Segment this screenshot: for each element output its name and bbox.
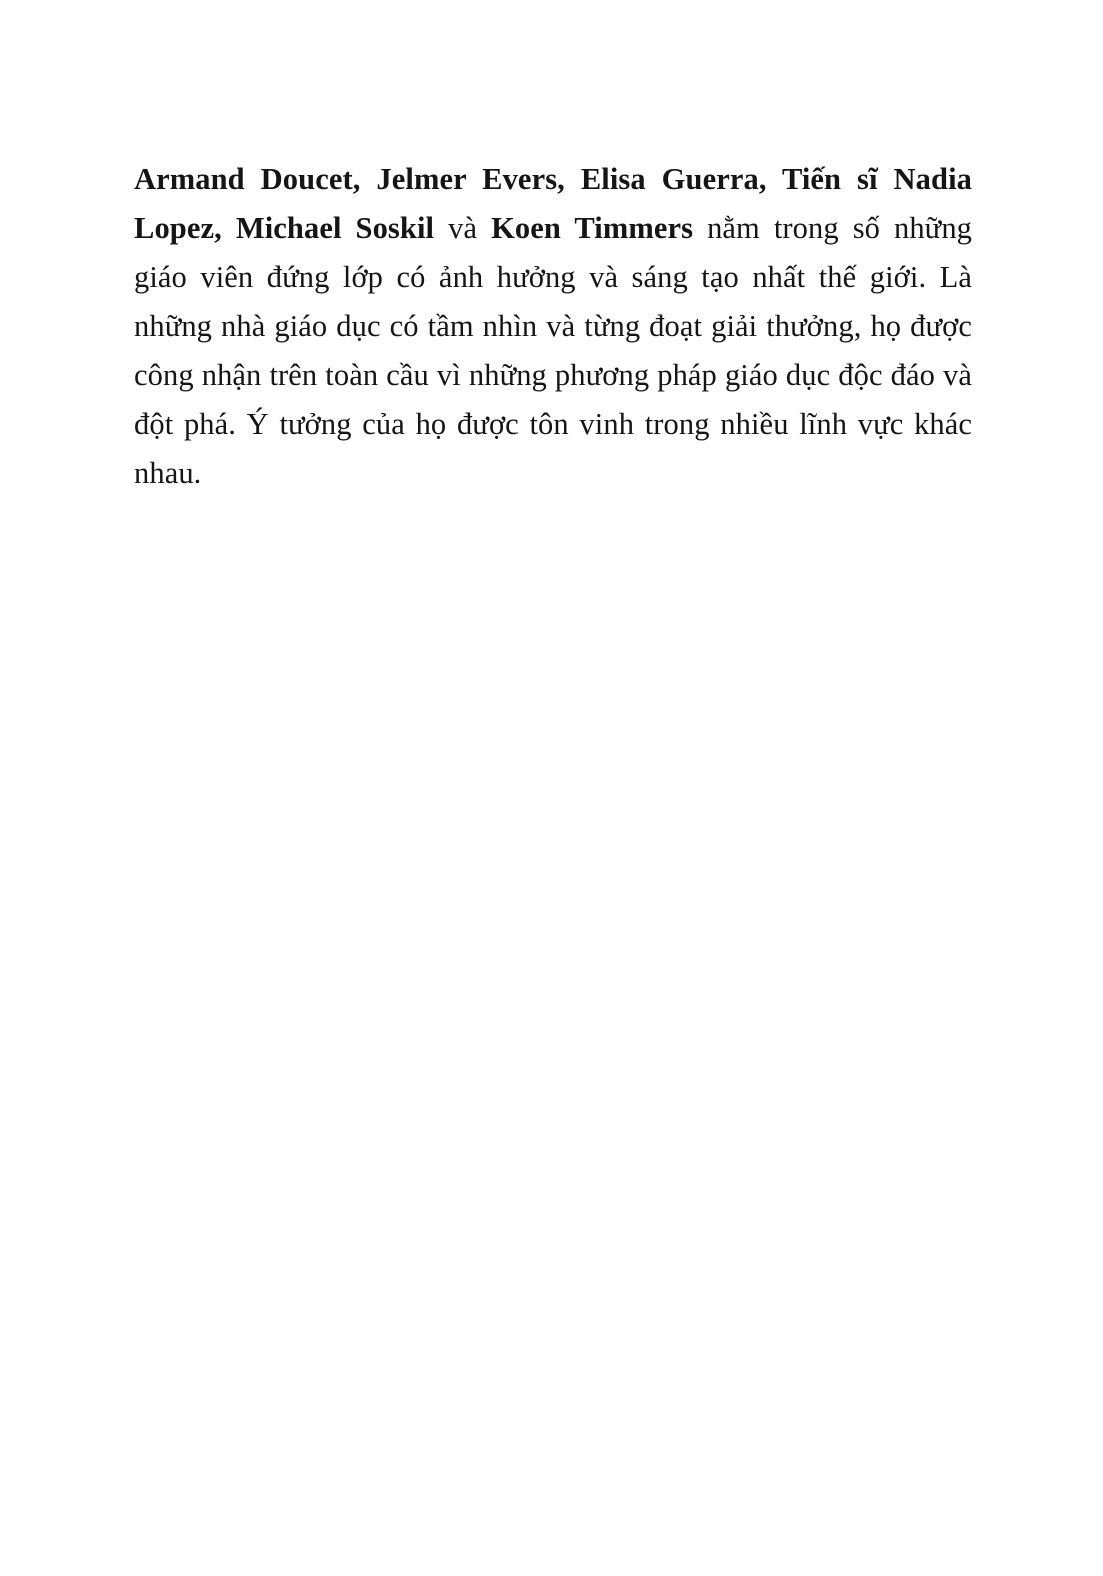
paragraph-segment-body: nằm trong số những giáo viên đứng lớp có ảnh hưởng và sáng tạo nhất thế giới. Là những nhà giáo dục có tầm nhìn và từng đoạt giải thưởng, họ được công nhận trên toàn cầu vì những phương pháp giáo dục độc đáo và đột phá. Ý tưởng của họ được tôn vinh trong nhiều lĩnh vực khác nhau. [134,211,973,490]
paragraph-segment-bold-author-last: Koen Timmers [491,211,694,245]
body-paragraph [134,155,972,498]
paragraph-segment-bold-authors: Armand Doucet, Jelmer Evers, Elisa Guerra, Tiến sĩ Nadia Lopez, Michael Soskil [134,162,972,245]
paragraph-segment-conjunction: và [434,211,492,245]
content-block [134,155,972,498]
